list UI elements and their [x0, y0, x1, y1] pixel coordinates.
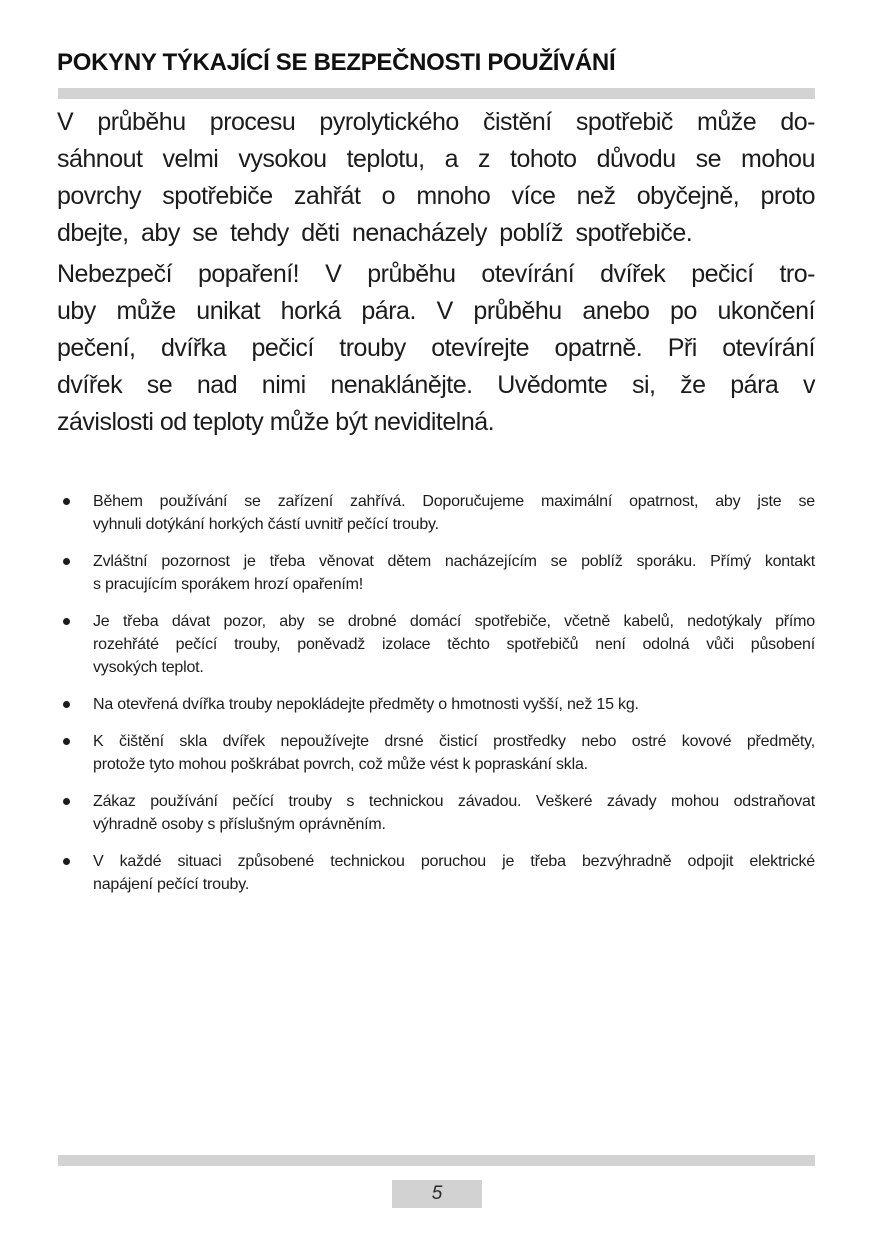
- safety-bullet-list: [57, 490, 815, 910]
- list-item: [57, 730, 815, 776]
- paragraph-line: povrchy spotřebiče zahřát o mnoho více než obyčejně, proto: [57, 182, 815, 210]
- intro-paragraph-pyrolytic: [57, 104, 815, 252]
- bullet-line: K čištění skla dvířek nepoužívejte drsné čisticí prostředky nebo ostré kovové předměty,: [93, 733, 815, 750]
- paragraph-line: uby může unikat horká pára. V průběhu anebo po ukončení: [57, 297, 815, 325]
- bullet-line: napájení pečící trouby.: [93, 876, 250, 893]
- list-item: [57, 490, 815, 536]
- paragraph-line: Nebezpečí popaření! V průběhu otevírání dvířek pečicí tro-: [57, 260, 815, 288]
- bullet-icon: [63, 858, 70, 865]
- paragraph-line: dvířek se nad nimi nenaklánějte. Uvědomte si, že pára v: [57, 371, 815, 399]
- page-title: POKYNY TÝKAJÍCÍ SE BEZPEČNOSTI POUŽÍVÁNÍ: [57, 49, 616, 76]
- bullet-icon: [63, 701, 70, 708]
- bullet-line: V každé situaci způsobené technickou poruchou je třeba bezvýhradně odpojit elektrické: [93, 853, 815, 870]
- paragraph-line: sáhnout velmi vysokou teplotu, a z tohoto důvodu se mohou: [57, 145, 815, 173]
- list-item: [57, 550, 815, 596]
- bullet-line: vyhnuli dotýkání horkých částí uvnitř pečící trouby.: [93, 516, 439, 533]
- bullet-icon: [63, 618, 70, 625]
- bullet-line: výhradně osoby s příslušným oprávněním.: [93, 816, 386, 833]
- list-item: [57, 850, 815, 896]
- bullet-line: s pracujícím sporákem hrozí opařením!: [93, 576, 364, 593]
- bullet-icon: [63, 798, 70, 805]
- bullet-icon: [63, 558, 70, 565]
- intro-paragraph-steam-warning: [57, 256, 815, 441]
- bullet-line: rozehřáté pečící trouby, poněvadž izolace těchto spotřebičů není odolná vůči působení: [93, 636, 815, 653]
- list-item: [57, 790, 815, 836]
- paragraph-line: pečení, dvířka pečicí trouby otevírejte opatrně. Při otevírání: [57, 334, 815, 362]
- bullet-icon: [63, 498, 70, 505]
- bullet-line: protože tyto mohou poškrábat povrch, což může vést k popraskání skla.: [93, 756, 588, 773]
- bullet-line: Zákaz používání pečící trouby s technickou závadou. Veškeré závady mohou odstraňovat: [93, 793, 815, 810]
- bullet-line: Zvláštní pozornost je třeba věnovat dětem nacházejícím se poblíž sporáku. Přímý kontakt: [93, 553, 815, 570]
- paragraph-line: závislosti od teploty může být neviditelná.: [57, 408, 495, 436]
- header-divider: [58, 88, 815, 99]
- bullet-line: vysokých teplot.: [93, 659, 204, 676]
- footer-divider: [58, 1155, 815, 1166]
- bullet-line: Na otevřená dvířka trouby nepokládejte předměty o hmotnosti vyšší, než 15 kg.: [93, 696, 639, 713]
- bullet-icon: [63, 738, 70, 745]
- list-item: [57, 610, 815, 679]
- page-number: 5: [392, 1180, 482, 1208]
- bullet-line: Během používání se zařízení zahřívá. Doporučujeme maximální opatrnost, aby jste se: [93, 493, 815, 510]
- list-item: [57, 693, 815, 716]
- bullet-line: Je třeba dávat pozor, aby se drobné domácí spotřebiče, včetně kabelů, nedotýkaly přímo: [93, 613, 815, 630]
- paragraph-line: dbejte, aby se tehdy děti nenacházely poblíž spotřebiče.: [57, 219, 693, 247]
- paragraph-line: V průběhu procesu pyrolytického čistění spotřebič může do-: [57, 108, 815, 136]
